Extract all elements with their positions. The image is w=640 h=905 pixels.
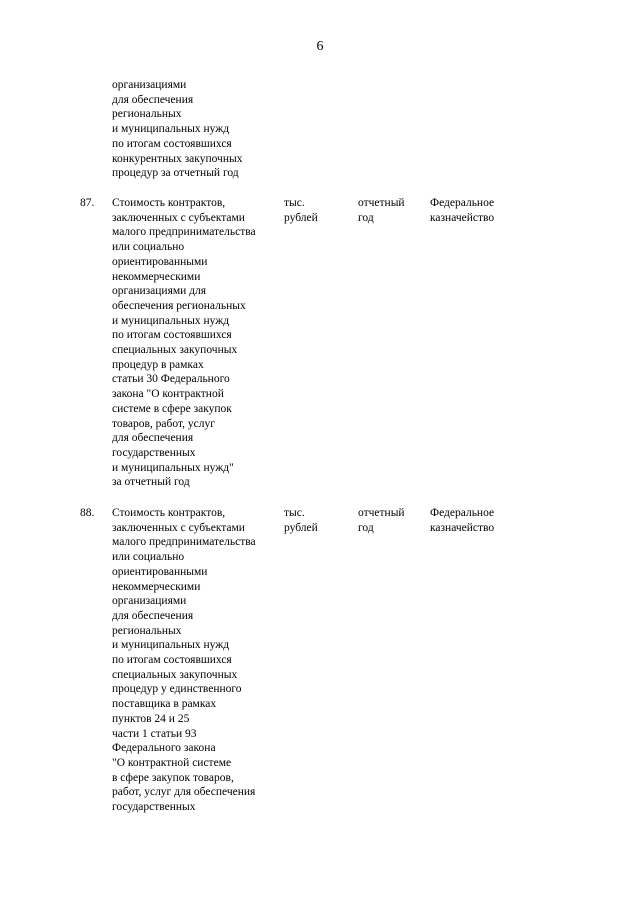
indicator-description: организациями для обеспечения региональных и муниципальных нужд по итогам состоявшихся конкурентных закупочных процедур за отчетный год xyxy=(112,79,243,180)
unit-of-measure: тыс. рублей xyxy=(284,197,318,224)
reporting-period: отчетный год xyxy=(358,197,405,224)
data-source: Федеральное казначейство xyxy=(430,197,495,224)
data-source: Федеральное казначейство xyxy=(430,507,495,534)
indicator-description: Стоимость контрактов, заключенных с субъектами малого предпринимательства или социально ориентированными некоммерческими организациями для обеспечения региональных и муниципальных нужд по итогам состоявшихся специальных закупочных процедур в рамках статьи 30 Федерального закона "О контрактной системе в сфере закупок товаров, работ, услуг для обеспечения государственных и муниципальных нужд" за отчетный год xyxy=(112,197,256,489)
row-number: 88. xyxy=(80,507,95,519)
indicator-description: Стоимость контрактов, заключенных с субъектами малого предпринимательства или социально ориентированными некоммерческими организациями для обеспечения региональных и муниципальных нужд по итогам состоявшихся специальных закупочных процедур у единственного поставщика в рамках пунктов 24 и 25 части 1 статьи 93 Федерального закона "О контрактной системе в сфере закупок товаров, работ, услуг для обеспечения государственных xyxy=(112,507,256,814)
reporting-period: отчетный год xyxy=(358,507,405,534)
row-number: 87. xyxy=(80,197,95,209)
unit-of-measure: тыс. рублей xyxy=(284,507,318,534)
page-number: 6 xyxy=(316,39,324,54)
